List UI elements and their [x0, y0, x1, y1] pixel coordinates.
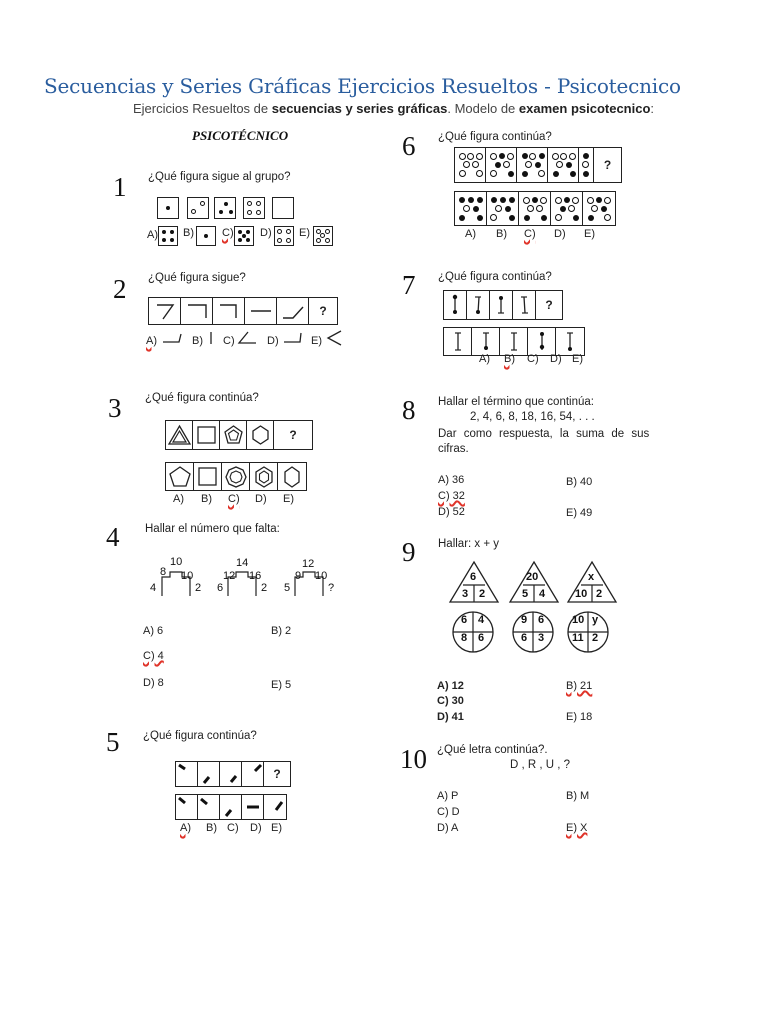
question-number-2: 2	[113, 274, 127, 304]
question-number-6: 6	[402, 131, 416, 161]
question-5-text: ¿Qué figura continúa?	[143, 730, 257, 742]
question-7-text: ¿Qué figura continúa?	[438, 271, 552, 283]
question-number-7: 7	[402, 270, 416, 300]
question-8-text: Hallar el término que continúa:	[438, 396, 594, 408]
question-number-10: 10	[400, 744, 427, 774]
q8-instruction-line1: Dar como respuesta, la suma de sus	[438, 428, 650, 440]
question-4-text: Hallar el número que falta:	[145, 523, 280, 535]
psicotecnico-heading: PSICOTÉCNICO	[192, 128, 289, 143]
q7-option-figures	[443, 327, 585, 356]
question-6-text: ¿Qué figura continúa?	[438, 131, 552, 143]
page-subtitle: Ejercicios Resueltos de secuencias y series gráficas. Modelo de examen psicotecnico:	[133, 101, 655, 116]
q6-sequence-figures: ?	[454, 147, 622, 183]
q8-sequence: 2, 4, 6, 8, 18, 16, 54, . . .	[470, 411, 595, 423]
question-10-text: ¿Qué letra continúa?.	[437, 744, 548, 756]
q2-sequence-figures: ?	[148, 297, 338, 325]
q5-sequence-figures: ?	[175, 761, 291, 787]
q8-instruction-line2: cifras.	[438, 443, 469, 455]
question-number-9: 9	[402, 537, 416, 567]
question-number-1: 1	[113, 172, 127, 202]
question-9-text: Hallar: x + y	[438, 538, 500, 550]
question-1-text: ¿Qué figura sigue al grupo?	[148, 171, 291, 183]
question-number-5: 5	[106, 727, 120, 757]
q7-sequence-figures: ?	[443, 290, 563, 320]
question-2-text: ¿Qué figura sigue?	[148, 272, 246, 284]
question-number-8: 8	[402, 395, 416, 425]
q10-sequence: D , R , U , ?	[510, 759, 571, 771]
page-title: Secuencias y Series Gráficas Ejercicios Resueltos - Psicotecnico	[44, 74, 681, 98]
q3-sequence-figures: ?	[165, 420, 313, 450]
question-3-text: ¿Qué figura continúa?	[145, 392, 259, 404]
q6-option-figures	[454, 191, 616, 226]
q3-option-figures	[165, 462, 307, 491]
q5-option-figures	[175, 794, 287, 820]
question-number-3: 3	[108, 393, 122, 423]
question-number-4: 4	[106, 522, 120, 552]
